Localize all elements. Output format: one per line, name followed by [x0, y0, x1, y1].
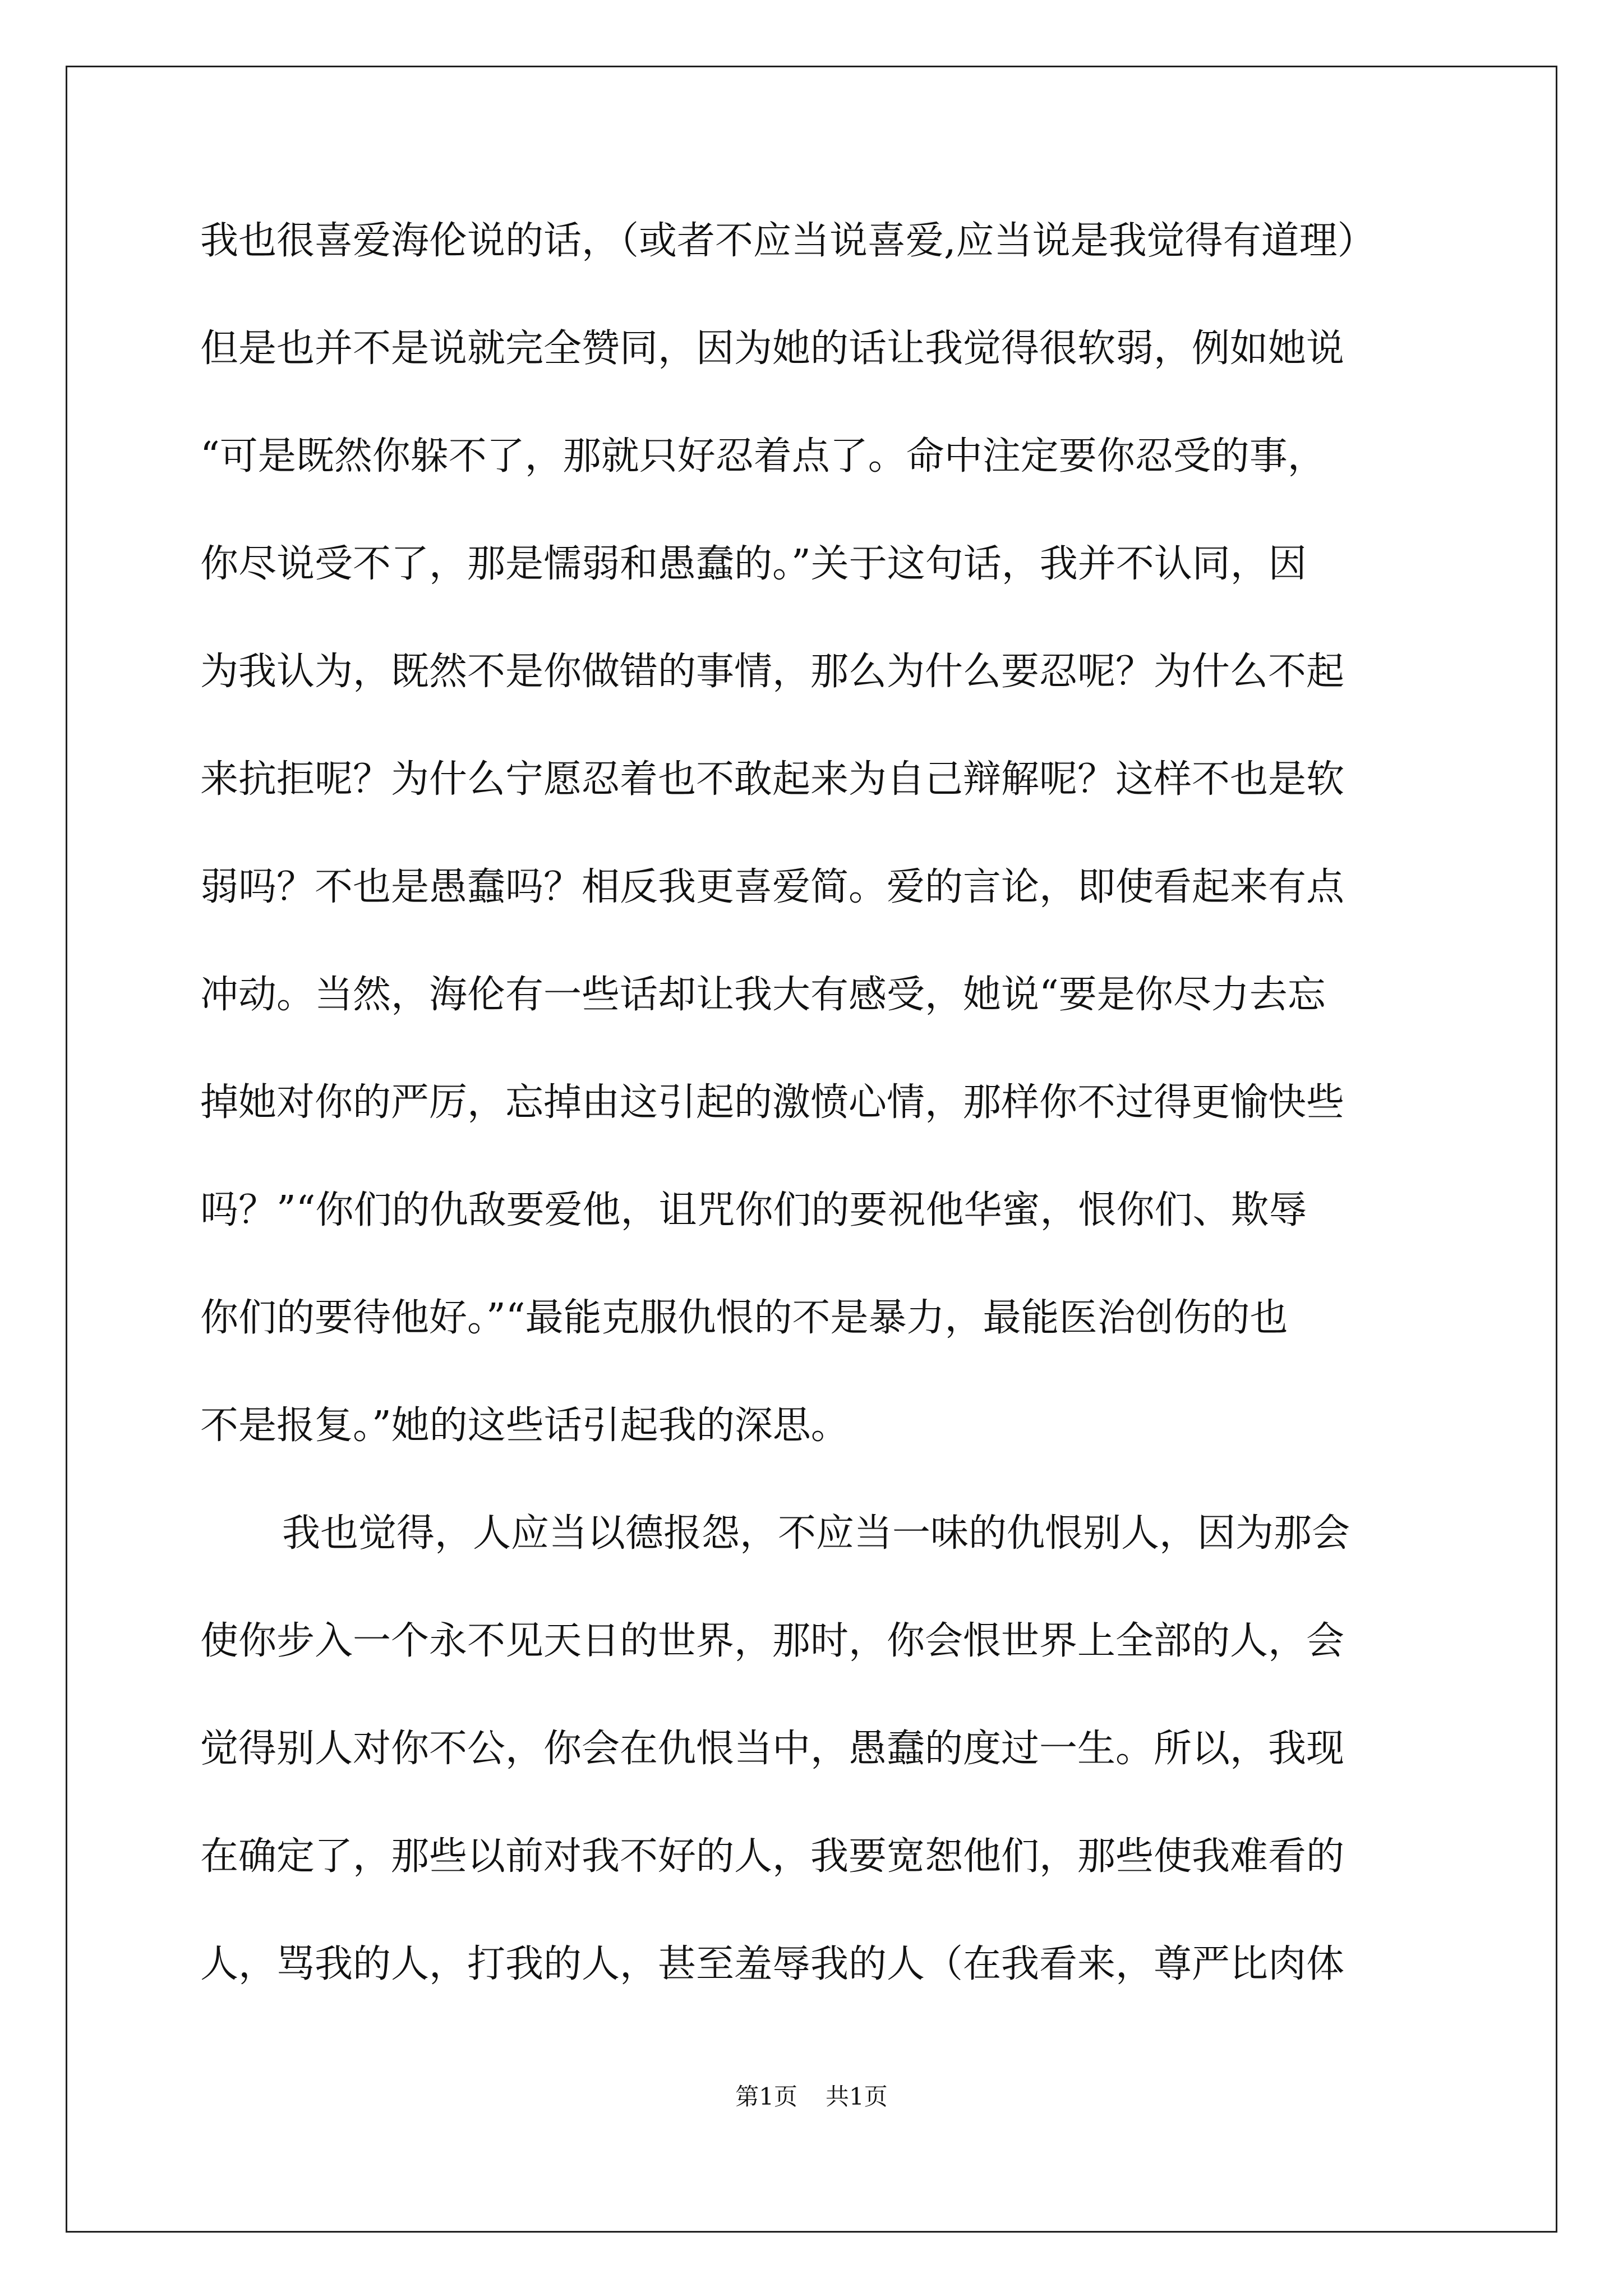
text-line: 掉她对你的严厉，忘掉由这引起的激愤心情，那样你不过得更愉快些 [200, 1080, 1345, 1125]
text-line: 在确定了，那些以前对我不好的人，我要宽恕他们，那些使我难看的 [200, 1834, 1345, 1879]
page-number: 第1页 [735, 2083, 797, 2110]
document-body [200, 213, 1468, 2044]
page-footer [0, 2078, 1623, 2112]
text-line: 使你步入一个永不见天日的世界，那时，你会恨世界上全部的人，会 [200, 1619, 1345, 1663]
text-line: “可是既然你躲不了，那就只好忍着点了。命中注定要你忍受的事， [200, 434, 1326, 478]
page-total: 共1页 [826, 2083, 888, 2110]
text-line: 不是报复。”她的这些话引起我的深思。 [200, 1404, 849, 1448]
text-line: 但是也并不是说就完全赞同，因为她的话让我觉得很软弱，例如她说 [200, 326, 1345, 371]
paragraph-start-line: 我也觉得，人应当以德报怨，不应当一味的仇恨别人，因为那会 [282, 1511, 1350, 1556]
text-line: 你们的要待他好。”“最能克服仇恨的不是暴力，最能医治创伤的也 [200, 1296, 1288, 1340]
text-line: 冲动。当然，海伦有一些话却让我大有感受，她说“要是你尽力去忘 [200, 973, 1326, 1017]
text-line: 弱吗？不也是愚蠢吗？相反我更喜爱简。爱的言论，即使看起来有点 [200, 865, 1345, 909]
text-line: 觉得别人对你不公，你会在仇恨当中，愚蠢的度过一生。所以，我现 [200, 1727, 1345, 1771]
text-line: 你尽说受不了，那是懦弱和愚蠢的。”关于这句话，我并不认同，因 [200, 542, 1307, 586]
text-line: 来抗拒呢？为什么宁愿忍着也不敢起来为自己辩解呢？这样不也是软 [200, 757, 1345, 802]
text-line: 吗？”“你们的仇敌要爱他，诅咒你们的要祝他华蜜，恨你们、欺辱 [200, 1188, 1307, 1232]
text-line: 人，骂我的人，打我的人，甚至羞辱我的人（在我看来，尊严比肉体 [200, 1942, 1345, 1986]
text-line: 为我认为，既然不是你做错的事情，那么为什么要忍呢？为什么不起 [200, 650, 1345, 694]
text-line: 我也很喜爱海伦说的话，（或者不应当说喜爱,应当说是我觉得有道理） [200, 219, 1376, 263]
